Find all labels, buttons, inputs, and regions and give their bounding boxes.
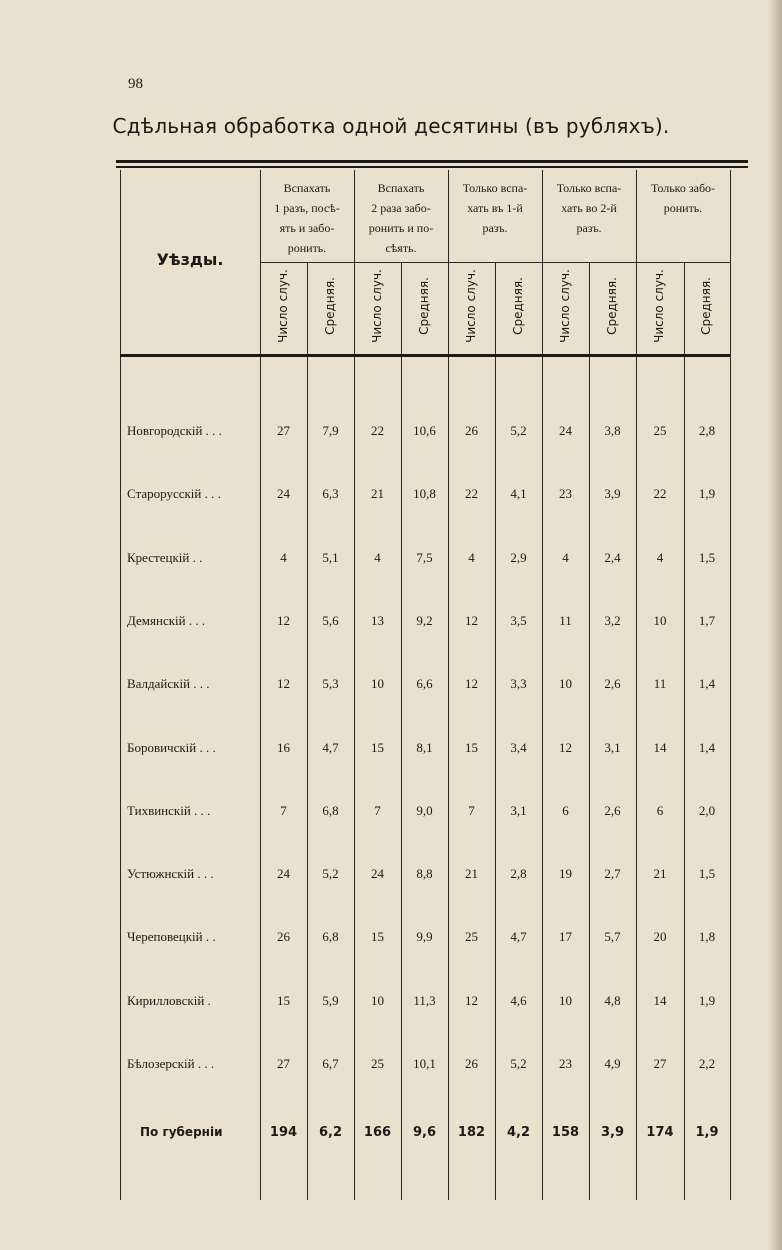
table-cell: 3,1 [510,803,527,818]
subheader-average: Средняя. [416,277,431,335]
row-uezd-name: Крестецкій . . [127,550,203,565]
table-cell: 4 [374,550,381,565]
total-row-label: По губерніи [140,1125,223,1139]
group-header-line: хать въ 1-й [467,201,523,215]
table-cell: 4 [468,550,475,565]
table-cell: 22 [653,486,667,501]
table-cell: 5,7 [604,929,621,944]
total-cell: 182 [457,1125,486,1140]
table-left-border [120,170,121,1200]
table-cell: 4,6 [510,993,527,1008]
row-uezd-name: Кирилловскій . [127,993,211,1008]
total-cell: 158 [551,1125,580,1140]
subheader-count: Число случ. [557,269,572,343]
table-cell: 16 [277,740,290,755]
row-uezd-name: Череповецкій . . [127,929,216,944]
total-cell: 194 [269,1125,298,1140]
column-group-header-5 [636,178,730,218]
total-cell: 1,9 [695,1125,719,1140]
table-cell: 24 [371,866,384,881]
table-cell: 15 [371,740,384,755]
table-cell: 8,1 [416,740,433,755]
table-cell: 7,9 [322,423,339,438]
table-cell: 3,1 [604,740,621,755]
table-cell: 19 [559,866,572,881]
total-cell: 9,6 [412,1125,437,1140]
table-cell: 6 [656,803,664,818]
table-top-rule-2 [116,166,748,168]
group-header-line: 2 раза забо- [371,201,431,215]
row-uezd-name: Новгородскій . . . [127,423,222,438]
table-cell: 4,7 [322,740,339,755]
total-cell: 6,2 [318,1125,343,1140]
table-cell: 3,5 [510,613,527,628]
table-cell: 10 [559,676,572,691]
header-uezd: Уѣзды. [156,250,224,269]
table-cell: 11 [559,613,572,628]
table-cell: 2,6 [604,803,621,818]
table-cell: 10 [371,993,384,1008]
row-uezd-name: Бѣлозерскій . . . [127,1056,215,1071]
table-cell: 24 [277,866,290,881]
table-cell: 2,4 [604,550,621,565]
subheader-average: Средняя. [322,277,337,335]
table-cell: 25 [465,929,478,944]
table-cell: 5,2 [510,423,527,438]
table-cell: 6,6 [416,676,433,691]
table-cell: 24 [559,423,572,438]
table-cell: 21 [465,866,478,881]
table-cell: 11,3 [413,993,436,1008]
table-cell: 9,0 [416,803,433,818]
table-cell: 2,2 [698,1056,716,1071]
page-title: Сдѣльная обработка одной десятины (въ рубляхъ). [112,114,670,138]
table-cell: 9,2 [416,613,433,628]
table-cell: 5,9 [322,993,339,1008]
table-cell: 2,8 [698,423,716,438]
table-cell: 10 [559,993,572,1008]
table-cell: 7,5 [416,550,433,565]
column-group-header-4 [542,178,636,238]
group-header-line: ять и забо- [279,221,335,235]
table-cell: 24 [277,486,290,501]
table-cell: 27 [653,1056,667,1071]
table-cell: 3,4 [510,740,527,755]
subheader-average: Средняя. [604,277,619,335]
subheader-count: Число случ. [369,269,384,343]
table-cell: 12 [277,676,290,691]
table-cell: 2,0 [698,803,716,818]
table-cell: 7 [468,803,475,818]
table-cell: 7 [374,803,381,818]
table-cell: 4,9 [604,1056,621,1071]
table-cell: 3,2 [604,613,621,628]
table-cell: 5,6 [322,613,339,628]
table-cell: 12 [465,676,478,691]
group-header-line: ронить. [663,201,703,215]
group-header-line: Вспахать [283,181,331,195]
table-cell: 1,4 [698,740,716,755]
table-cell: 21 [653,866,667,881]
table-cell: 4 [656,550,664,565]
table-cell: 8,8 [416,866,433,881]
group-header-line: разъ. [482,221,508,235]
total-cell: 4,2 [506,1125,531,1140]
group-header-line: 1 разъ, посѣ- [274,201,340,215]
group-header-line: Только забо- [650,181,716,195]
table-cell: 22 [371,423,384,438]
total-cell: 174 [646,1125,674,1140]
table-cell: 17 [559,929,572,944]
subheader-count: Число случ. [652,269,666,343]
column-group-header-3 [448,178,542,238]
header-bottom-rule [120,354,730,357]
table-cell: 26 [465,423,478,438]
table-cell: 15 [465,740,478,755]
table-cell: 10 [371,676,384,691]
table-cell: 3,9 [604,486,621,501]
table-cell: 12 [559,740,572,755]
table-cell: 4,7 [510,929,527,944]
table-cell: 27 [277,423,290,438]
table-cell: 20 [653,929,667,944]
table-top-rule [116,160,748,163]
table-cell: 3,8 [604,423,621,438]
table-cell: 1,4 [698,676,716,691]
table-cell: 14 [653,740,667,755]
table-cell: 5,2 [510,1056,527,1071]
table-cell: 10,6 [413,423,436,438]
group-header-line: Только вспа- [556,181,622,195]
group-header-line: ронить. [287,241,327,255]
group-header-line: Вспахать [377,181,425,195]
table-cell: 7 [280,803,287,818]
row-uezd-name: Демянскій . . . [127,613,206,628]
row-uezd-name: Старорусскій . . . [127,486,221,501]
table-cell: 23 [559,486,572,501]
column-group-header-1 [260,178,354,258]
table-cell: 6,3 [322,486,339,501]
table-cell: 1,5 [698,866,716,881]
table-cell: 14 [653,993,667,1008]
group-header-line: Только вспа- [462,181,528,195]
table-cell: 2,6 [604,676,621,691]
subheader-count: Число случ. [463,269,478,343]
table-cell: 10,1 [413,1056,436,1071]
table-cell: 4,1 [510,486,527,501]
table-cell: 2,8 [510,866,527,881]
table-cell: 6,7 [322,1056,339,1071]
group-header-line: хать во 2-й [561,201,617,215]
table-cell: 1,7 [698,613,716,628]
table-cell: 5,3 [322,676,339,691]
table-cell: 2,9 [510,550,527,565]
table-cell: 26 [465,1056,478,1071]
row-uezd-name: Устюжнскій . . . [127,866,214,881]
table-cell: 1,9 [698,486,716,501]
table-cell: 22 [465,486,478,501]
table-cell: 4 [562,550,569,565]
table-cell: 5,1 [322,550,339,565]
table-cell: 10,8 [413,486,436,501]
row-uezd-name: Валдайскій . . . [127,676,210,691]
table-cell: 6,8 [322,803,339,818]
table-cell: 25 [653,423,667,438]
table-cell: 2,7 [604,866,621,881]
column-divider [730,170,731,1200]
row-uezd-name: Тихвинскій . . . [127,803,211,818]
group-header-line: ронить и по- [368,221,434,235]
page-number: 98 [128,76,143,92]
table-cell: 1,5 [698,550,716,565]
table-cell: 6,8 [322,929,339,944]
table-cell: 10 [653,613,667,628]
table-cell: 25 [371,1056,384,1071]
table-cell: 15 [277,993,290,1008]
table-cell: 4 [280,550,287,565]
total-cell: 3,9 [600,1125,625,1140]
table-cell: 1,9 [698,993,716,1008]
table-cell: 21 [371,486,384,501]
table-cell: 26 [277,929,290,944]
table-cell: 15 [371,929,384,944]
table-cell: 11 [653,676,667,691]
group-header-line: разъ. [576,221,602,235]
table-cell: 6 [562,803,569,818]
table-cell: 23 [559,1056,572,1071]
table-cell: 9,9 [416,929,433,944]
column-group-header-2 [354,178,448,258]
page-edge-shadow [768,0,782,1250]
table-cell: 27 [277,1056,290,1071]
table-cell: 12 [465,993,478,1008]
table-cell: 12 [465,613,478,628]
table-cell: 12 [277,613,290,628]
subheader-average: Средняя. [699,277,713,335]
table-cell: 5,2 [322,866,339,881]
table-cell: 3,3 [510,676,527,691]
group-header-line: сѣять. [385,241,417,255]
row-uezd-name: Боровичскій . . . [127,740,216,755]
subheader-average: Средняя. [510,277,525,335]
table-cell: 4,8 [604,993,621,1008]
subheader-count: Число случ. [275,269,290,343]
total-cell: 166 [363,1125,392,1140]
table-cell: 13 [371,613,384,628]
table-cell: 1,8 [698,929,716,944]
